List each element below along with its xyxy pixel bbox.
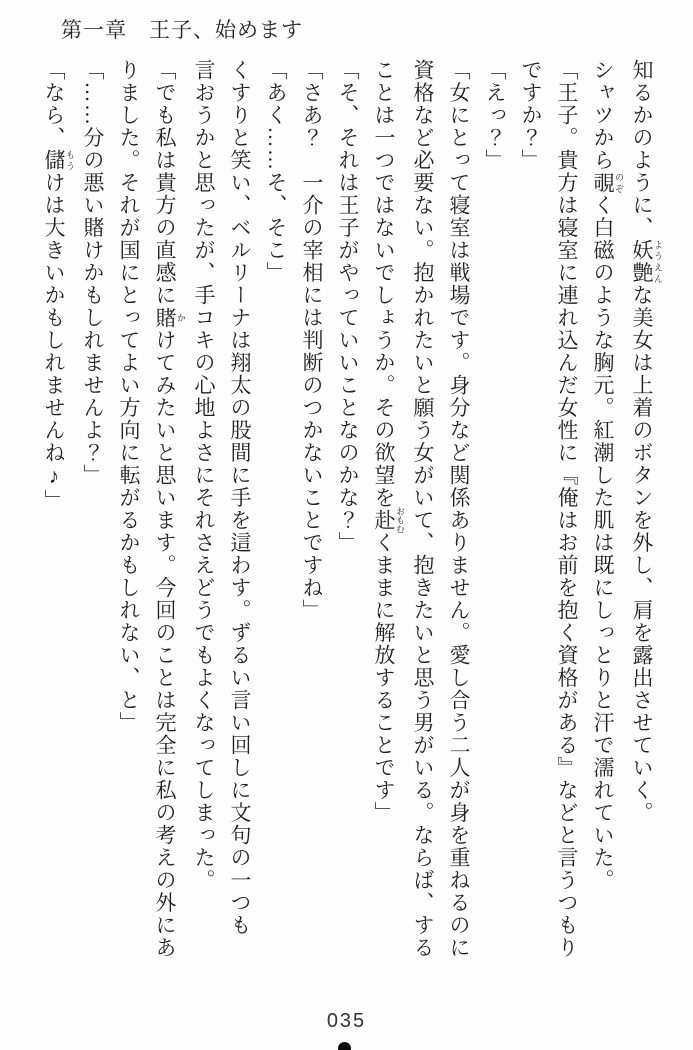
text-column: 「さあ？ 一介の宰相には判断のつかないことですね」: [300, 59, 324, 622]
text-column: くすりと笑い、ベルリーナは翔太の股間に手を這わす。ずるい言い回しに文句の一つも: [228, 59, 252, 937]
text-column: 「女にとって寝室は戦場です。身分など関係ありません。愛し合う二人が身を重ねるのに: [447, 59, 471, 959]
page-number: 035: [326, 1010, 367, 1032]
ruby-annotated-text: 儲 もう: [42, 149, 75, 172]
text-column: 「……分の悪い賭けかもしれませんよ？」: [81, 59, 105, 487]
text-column: 知るかのように、妖艶 ようえんな美女は上着のボタンを外し、肩を露出させていく。: [630, 59, 663, 824]
text-column: りました。それが国にとってよい方向に転がるかもしれない、と」: [117, 59, 141, 734]
ruby-annotated-text: 賭 か: [153, 306, 186, 329]
text-column: 「あく……そ、そこ」: [264, 59, 288, 284]
text-column: ですか？」: [519, 59, 543, 172]
ruby-annotated-text: 覗 のぞ: [591, 171, 624, 194]
text-column: シャツから覗 のぞく白磁のような胸元。紅潮した肌は既にしっとりと汗で濡れていた。: [591, 59, 624, 892]
body-text: [36, 59, 663, 964]
bottom-dot: [338, 1042, 351, 1050]
text-column: 「えっ？」: [483, 59, 507, 172]
text-column: 資格など必要ない。抱かれたいと願う女がいて、抱きたいと思う男がいる。ならば、する: [411, 59, 435, 959]
text-column: 「でも私は貴方の直感に賭 かけてみたいと思います。今回のことは完全に私の考えの外にあ: [153, 59, 186, 959]
chapter-header: 第一章 王子、始めます: [61, 18, 303, 42]
text-column: 言おうかと思ったが、手コキの心地よさにそれさえどうでもよくなってしまった。: [192, 59, 216, 892]
text-column: 「王子。貴方は寝室に連れ込んだ女性に『俺はお前を抱く資格がある』などと言うつもり: [555, 59, 579, 959]
text-column: 「なら、儲 もうけは大きいかもしれませんね♪」: [42, 59, 75, 512]
ruby-annotated-text: 妖艶 ようえん: [630, 239, 663, 284]
text-column: ことは一つではないでしょうか。その欲望を赴 おもむくままに解放することです」: [372, 59, 405, 824]
ruby-annotated-text: 赴 おもむ: [372, 506, 405, 534]
text-column: 「そ、それは王子がやっていいことなのかな？」: [336, 59, 360, 554]
